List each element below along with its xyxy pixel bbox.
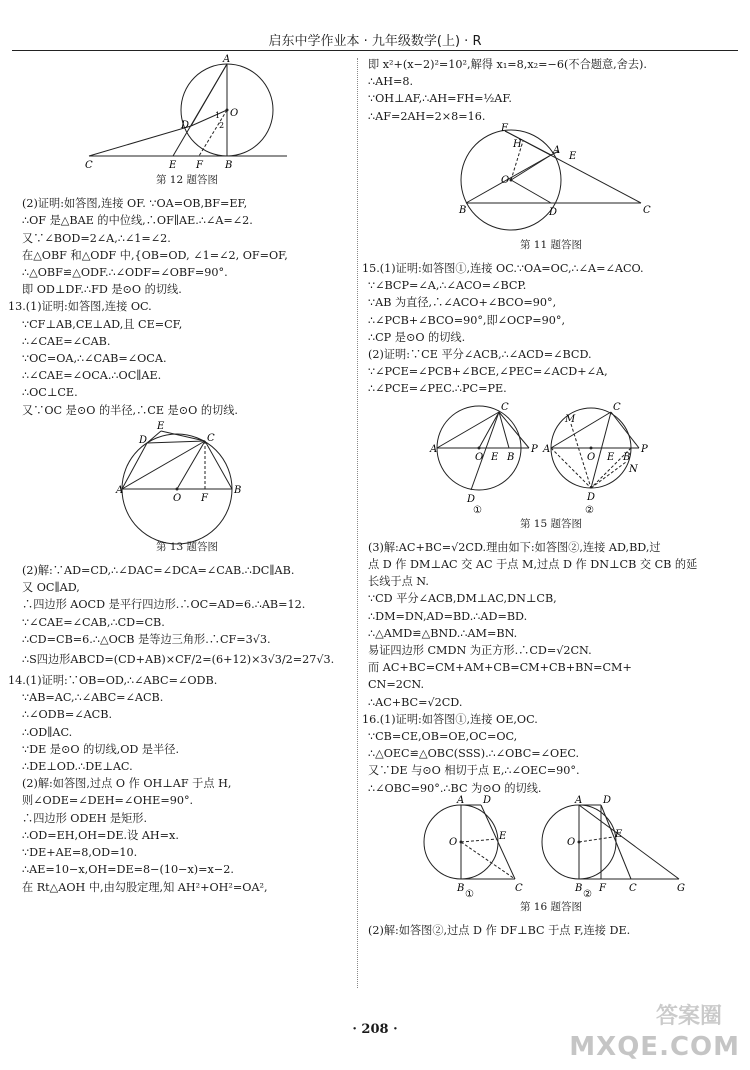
- text-line: ∴四边形 ODEH 是矩形.: [22, 811, 148, 825]
- text-line: 而 AC+BC=CM+AM+CB=CM+CB+BN=CM+: [368, 661, 632, 675]
- fig15a-label: D: [467, 493, 476, 505]
- fig15b-label: B: [623, 451, 631, 463]
- text-line: ∴∠OBC=90°.∴BC 为⊙O 的切线.: [368, 781, 542, 795]
- text-line: 点 D 作 DM⊥AC 交 AC 于点 M,过点 D 作 DN⊥CB 交 CB 的延: [368, 558, 698, 572]
- fig15a-label: O: [475, 451, 484, 463]
- text-line: 易证四边形 CMDN 为正方形.∴CD=√2CN.: [368, 644, 592, 658]
- text-line: 又∵DE 与⊙O 相切于点 E,∴∠OEC=90°.: [368, 764, 580, 778]
- fig11-label: F: [501, 122, 508, 134]
- fig16a-label: B: [457, 882, 465, 894]
- text-line: ∴∠ODB=∠ACB.: [22, 708, 113, 722]
- header-rule: [12, 50, 738, 51]
- text-line: (2)解:∵AD=CD,∴∠DAC=∠DCA=∠CAB.∴DC∥AB.: [22, 564, 295, 578]
- text-line: (2)解:如答图②,过点 D 作 DF⊥BC 于点 F,连接 DE.: [368, 924, 631, 938]
- fig16b-label: F: [599, 882, 606, 894]
- text-line: ∴OD∥AC.: [22, 725, 73, 739]
- text-line: (2)证明:∵CE 平分∠ACB,∴∠ACD=∠BCD.: [368, 348, 592, 362]
- figure-caption: 第 13 题答图: [155, 540, 219, 553]
- fig15a-label: P: [531, 443, 538, 455]
- text-line: ∴∠CAE=∠CAB.: [22, 334, 111, 348]
- fig16b-label: G: [677, 882, 685, 894]
- fig11-label: B: [459, 204, 467, 216]
- text-line: ∵CB=CE,OB=OE,OC=OC,: [368, 730, 518, 744]
- text-line: ∵CF⊥AB,CE⊥AD,且 CE=CF,: [22, 317, 183, 331]
- text-line: ∵DE 是⊙O 的切线,OD 是半径.: [22, 742, 180, 756]
- text-line: 即 OD⊥DF.∴FD 是⊙O 的切线.: [22, 283, 182, 297]
- fig15a-label: B: [507, 451, 515, 463]
- text-line: ∴∠PCB+∠BCO=90°,即∠OCP=90°,: [368, 313, 566, 327]
- fig16a-label: A: [457, 794, 465, 806]
- text-line: ∵∠BCP=∠A,∴∠ACO=∠BCP.: [368, 279, 527, 293]
- fig15b-label: O: [587, 451, 596, 463]
- fig11-label: E: [569, 150, 577, 162]
- fig15b-label: P: [641, 443, 648, 455]
- text-line: ∴△AMD≌△BND.∴AM=BN.: [368, 626, 518, 640]
- text-line: ∵OC=OA,∴∠CAB=∠OCA.: [22, 352, 167, 366]
- text-line: 在△OBF 和△ODF 中,{OB=OD, ∠1=∠2, OF=OF,: [22, 248, 288, 262]
- fig11-label: C: [643, 204, 651, 216]
- text-line: ∴AC+BC=√2CD.: [368, 695, 463, 709]
- text-line: ∴△OBF≌△ODF.∴∠ODF=∠OBF=90°.: [22, 266, 228, 280]
- fig12-label: B: [225, 160, 233, 171]
- fig15b-label: ②: [585, 504, 594, 516]
- text-line: 即 x²+(x−2)²=10²,解得 x₁=8,x₂=−6(不合题意,舍去).: [368, 58, 647, 71]
- fig16a-label: D: [483, 794, 492, 806]
- fig13-label: F: [201, 492, 208, 504]
- fig13-label: E: [157, 420, 165, 432]
- figure-16: [411, 794, 691, 900]
- fig13-label: A: [116, 484, 124, 496]
- fig12-label: F: [196, 160, 203, 171]
- text-line: ∴AF=2AH=2×8=16.: [368, 109, 486, 123]
- text-line: ∵DE+AE=8,OD=10.: [22, 846, 138, 860]
- text-line: ∵AB 为直径,∴∠ACO+∠BCO=90°,: [368, 296, 557, 310]
- text-line: ∴DM=DN,AD=BD.∴AD=BD.: [368, 609, 528, 623]
- fig12-label: D: [181, 120, 190, 131]
- figure-11: [441, 122, 661, 235]
- fig12-label: A: [223, 54, 231, 65]
- text-line: ∴S四边形ABCD=(CD+AB)×CF/2=(6+12)×3√3/2=27√3.: [22, 653, 335, 667]
- text-line: ∵∠PCE=∠PCB+∠BCE,∠PEC=∠ACD+∠A,: [368, 365, 608, 379]
- text-line: 长线于点 N.: [368, 575, 429, 589]
- figure-13: [117, 419, 257, 537]
- right-column: [362, 56, 734, 939]
- fig15b-label: N: [629, 463, 638, 475]
- fig15b-label: M: [565, 413, 576, 425]
- fig15b-label: D: [587, 491, 596, 503]
- figure-12: [77, 56, 297, 170]
- text-line: ∴四边形 AOCD 是平行四边形.∴OC=AD=6.∴AB=12.: [22, 598, 306, 612]
- fig16a-label: E: [499, 830, 507, 842]
- fig15b-label: A: [543, 443, 551, 455]
- text-line: (2)证明:如答图,连接 OF. ∵OA=OB,BF=EF,: [22, 197, 248, 211]
- fig16b-label: ②: [583, 888, 592, 900]
- fig15b-label: E: [607, 451, 615, 463]
- text-line: 又∵OC 是⊙O 的半径,∴CE 是⊙O 的切线.: [22, 403, 238, 417]
- fig16b-label: B: [575, 882, 583, 894]
- fig11-label: O: [501, 174, 510, 186]
- text-line: ∴OD=EH,OH=DE.设 AH=x.: [22, 828, 179, 842]
- fig12-label: 2: [219, 121, 225, 130]
- text-line: 14.(1)证明:∵OB=OD,∴∠ABC=∠ODB.: [8, 674, 218, 688]
- fig16b-label: E: [615, 828, 623, 840]
- fig15a-label: ①: [473, 504, 482, 516]
- text-line: 15.(1)证明:如答图①,连接 OC.∵OA=OC,∴∠A=∠ACO.: [362, 262, 644, 276]
- text-line: ∴AE=10−x,OH=DE=8−(10−x)=x−2.: [22, 863, 234, 877]
- text-line: 又∵∠BOD=2∠A,∴∠1=∠2.: [22, 231, 171, 245]
- fig11-label: D: [549, 206, 558, 218]
- text-line: ∴CP 是⊙O 的切线.: [368, 330, 466, 344]
- fig15a-label: E: [491, 451, 499, 463]
- left-column: [8, 54, 352, 896]
- page-header: 启东中学作业本 · 九年级数学(上) · R: [268, 34, 482, 49]
- fig12-label: O: [230, 108, 239, 119]
- fig15a-label: A: [430, 443, 438, 455]
- fig16b-label: D: [603, 794, 612, 806]
- text-line: ∵∠CAE=∠CAB,∴CD=CB.: [22, 615, 165, 629]
- fig15a-label: C: [501, 401, 509, 413]
- figure-15: [431, 398, 671, 514]
- fig16a-label: O: [449, 836, 458, 848]
- fig12-label: C: [85, 160, 93, 171]
- text-line: ∴△OEC≌△OBC(SSS).∴∠OBC=∠OEC.: [368, 747, 580, 761]
- fig16a-label: ①: [465, 888, 474, 900]
- fig16b-label: A: [575, 794, 583, 806]
- fig12-label: E: [169, 160, 177, 171]
- text-line: 又 OC∥AD,: [22, 581, 80, 595]
- watermark-url: MXQE.COM: [569, 1032, 740, 1062]
- figure-caption: 第 11 题答图: [519, 238, 583, 251]
- fig16a-label: C: [515, 882, 523, 894]
- text-line: ∴∠CAE=∠OCA.∴OC∥AE.: [22, 369, 162, 383]
- page-number: · 208 ·: [352, 1022, 398, 1037]
- text-line: ∴OC⊥CE.: [22, 386, 78, 400]
- text-line: 则∠ODE=∠DEH=∠OHE=90°.: [22, 794, 194, 808]
- fig13-label: D: [139, 434, 148, 446]
- figure-caption: 第 12 题答图: [155, 174, 219, 186]
- text-line: ∴OF 是△BAE 的中位线,∴OF∥AE.∴∠A=∠2.: [22, 214, 253, 228]
- text-line: ∵CD 平分∠ACB,DM⊥AC,DN⊥CB,: [368, 592, 557, 606]
- text-line: (2)解:如答图,过点 O 作 OH⊥AF 于点 H,: [22, 777, 232, 791]
- column-separator: [357, 58, 358, 988]
- fig13-label: C: [207, 432, 215, 444]
- fig13-label: O: [173, 492, 182, 504]
- fig15b-label: C: [613, 401, 621, 413]
- text-line: ∵AB=AC,∴∠ABC=∠ACB.: [22, 691, 164, 705]
- text-line: 在 Rt△AOH 中,由勾股定理,知 AH²+OH²=OA²,: [22, 880, 268, 894]
- text-line: (3)解:AC+BC=√2CD.理由如下:如答图②,连接 AD,BD,过: [368, 540, 661, 554]
- figure-caption: 第 15 题答图: [519, 517, 583, 530]
- fig12-label: 1: [215, 111, 221, 120]
- text-line: ∴DE⊥OD.∴DE⊥AC.: [22, 760, 133, 774]
- fig16b-label: C: [629, 882, 637, 894]
- fig16b-label: O: [567, 836, 576, 848]
- text-line: ∴CD=CB=6.∴△OCB 是等边三角形.∴CF=3√3.: [22, 632, 271, 646]
- watermark-logo: 答案圈: [655, 1004, 722, 1029]
- fig13-label: B: [234, 484, 242, 496]
- fig11-label: H: [513, 138, 522, 150]
- text-line: ∴AH=8.: [368, 75, 414, 89]
- fig11-label: A: [553, 144, 561, 156]
- text-line: ∴∠PCE=∠PEC.∴PC=PE.: [368, 382, 507, 396]
- text-line: 13.(1)证明:如答图,连接 OC.: [8, 300, 152, 314]
- figure-caption: 第 16 题答图: [519, 900, 583, 913]
- text-line: ∵OH⊥AF,∴AH=FH=½AF.: [368, 92, 512, 106]
- text-line: CN=2CN.: [368, 678, 425, 692]
- text-line: 16.(1)证明:如答图①,连接 OE,OC.: [362, 712, 538, 726]
